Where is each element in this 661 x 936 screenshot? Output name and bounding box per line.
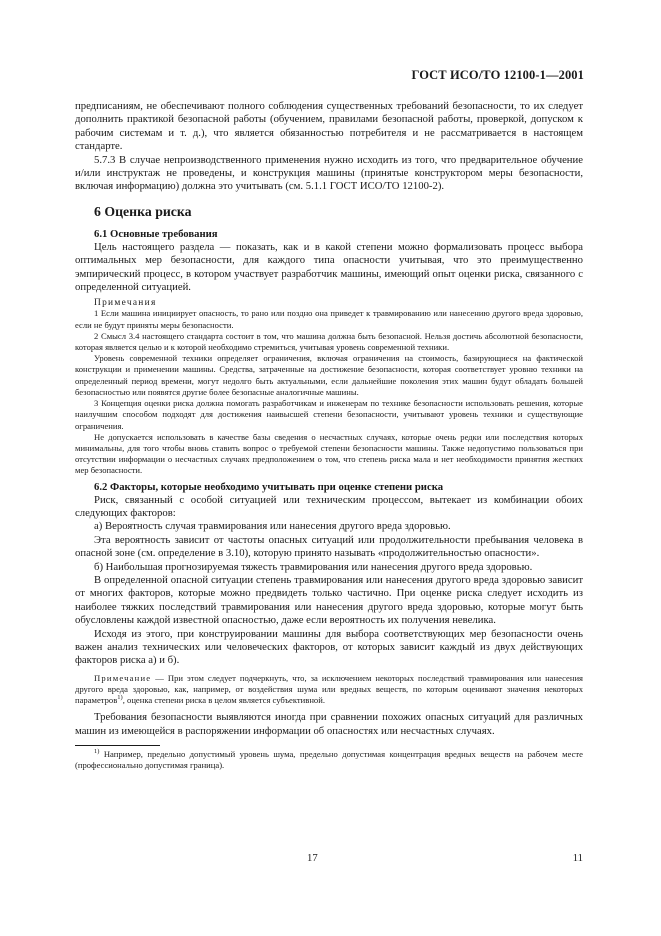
- note-3-continued: Не допускается использовать в качестве базы сведения о несчастных случаях, которые очень редки или последствия которых минимальны, для того чтобы вновь ставить вопрос о требуемой степени безопасности машины. Также недопустимо пользоваться при отсутствии информации о несчастных случаях предположением о том, что степень риска мала и нет необходимости принятия жестких мер безопасности.: [75, 431, 583, 476]
- footnote-mark: 1): [94, 748, 100, 756]
- footnote: [75, 749, 583, 771]
- footnote-ref: 1): [117, 694, 123, 702]
- factor-b: б) Наибольшая прогнозируемая тяжесть травмирования или нанесения другого вреда здоровью.: [94, 560, 533, 573]
- note-3: 3 Концепция оценки риска должна помогать разработчикам и инженерам по технике безопасности использовать решения, которые наилучшим способом подходят для достижения наивысшей степени безопасности, учитывают уровень техники и существующие ограничения.: [75, 398, 583, 431]
- page-number-center: 17: [307, 852, 318, 864]
- factor-a-explanation: Эта вероятность зависит от частоты опасных ситуаций или продолжительности пребывания человека в опасной зоне (см. определение в 3.10), которую принято называть «продолжительностью опасности».: [75, 533, 583, 560]
- section-6-heading: 6 Оценка риска: [94, 203, 192, 219]
- subsection-6-2-paragraph: Риск, связанный с особой ситуацией или техническим процессом, вытекает из комбинации обоих следующих факторов:: [75, 493, 583, 519]
- factor-b-explanation: В определенной опасной ситуации степень травмирования или нанесения другого вреда здоровью зависит от многих факторов, которые можно предвидеть только частично. При оценке риска следует исходить из наиболее тяжких последствий травмирования или нанесения другого вреда здоровью, которые могут быть обусловлены каждой известной опасностью, даже если вероятность их получения невелика.: [75, 573, 583, 627]
- notes-label: Примечания: [94, 298, 157, 309]
- intro-paragraph: предписаниям, не обеспечивают полного соблюдения существенных требований безопасности, то их следует дополнить практикой безопасной работы (обучением, правилами безопасной работы, проверкой, допуском к рабочим системам и т. д.), что является обязанностью потребителя и не рассматривается в настоящем стандарте.: [75, 100, 583, 153]
- subsection-6-2-heading: 6.2 Факторы, которые необходимо учитывать при оценке степени риска: [94, 480, 444, 493]
- subsection-6-1-heading: 6.1 Основные требования: [94, 227, 218, 240]
- footnote-text: Например, предельно допустимый уровень шума, предельно допустимая концентрация вредных веществ на рабочем месте (профессионально допустимая граница).: [75, 749, 583, 771]
- note-6-2-tail: , оценка степени риска в целом является субъективной.: [122, 695, 325, 706]
- analysis-paragraph: Исходя из этого, при конструировании машины для выбора соответствующих мер безопасности очень важен анализ технических или человеческих факторов, от которых зависит каждый из двух действующих факторов риска а) и б).: [75, 627, 583, 667]
- note-6-2: [75, 673, 583, 707]
- note-6-2-text: — При этом следует подчеркнуть, что, за исключением некоторых последствий травмирования или нанесения другого вреда здоровью, как, например, от воздействия шума или вредных веществ, по которым оценивают значения некоторых параметров: [75, 672, 583, 706]
- document-header: ГОСТ ИСО/ТО 12100-1—2001: [411, 68, 584, 82]
- note-1: 1 Если машина инициирует опасность, то рано или поздно она приведет к травмированию или нанесению другого вреда здоровью, если не будут приняты меры безопасности.: [75, 308, 583, 330]
- note-2: 2 Смысл 3.4 настоящего стандарта состоит в том, что машина должна быть безопасной. Нельзя достичь абсолютной безопасности, которая является целью и к которой необходимо стремиться, учитывая уровень современной техники.: [75, 330, 583, 353]
- note-6-2-label: Примечание: [94, 672, 152, 683]
- subsection-6-1-paragraph: Цель настоящего раздела — показать, как и в какой степени можно формализовать процесс выбора оптимальных мер безопасности, для каждого типа опасности учитывая, что это преимущественно эмпирический процесс, в котором участвует разработчик машины, имеющий опыт оценки риска, связанного с определенной ситуацией.: [75, 240, 583, 294]
- factor-a: а) Вероятность случая травмирования или нанесения другого вреда здоровью.: [94, 520, 451, 533]
- page-content: [75, 100, 583, 772]
- clause-5-7-3: 5.7.3 В случае непроизводственного применения нужно исходить из того, что предварительное обучение и/или инструктаж не проведены, и конструкция машины (принятые конструктором меры безопасности, включая информацию) должна это учитывать (см. 5.1.1 ГОСТ ИСО/ТО 12100-2).: [75, 153, 583, 193]
- note-2-continued: Уровень современной техники определяет ограничения, включая ограничения на стоимость, базирующиеся на фактической конструкции и применении машины. Средства, затраченные на достижение безопасности, которая соответствует уровню техники на определенный период времени, могут недолго быть актуальными, если дальнейшие поколения этих машин будут обладать большей безопасностью или появятся другие более безопасные аналогичные машины.: [75, 353, 583, 397]
- footnote-divider: [75, 745, 160, 746]
- closing-paragraph: Требования безопасности выявляются иногда при сравнении похожих опасных ситуаций для различных машин из имеющейся в распоряжении информации об опасностях или несчастных случаях.: [75, 711, 583, 737]
- page-number-right: 11: [572, 852, 583, 864]
